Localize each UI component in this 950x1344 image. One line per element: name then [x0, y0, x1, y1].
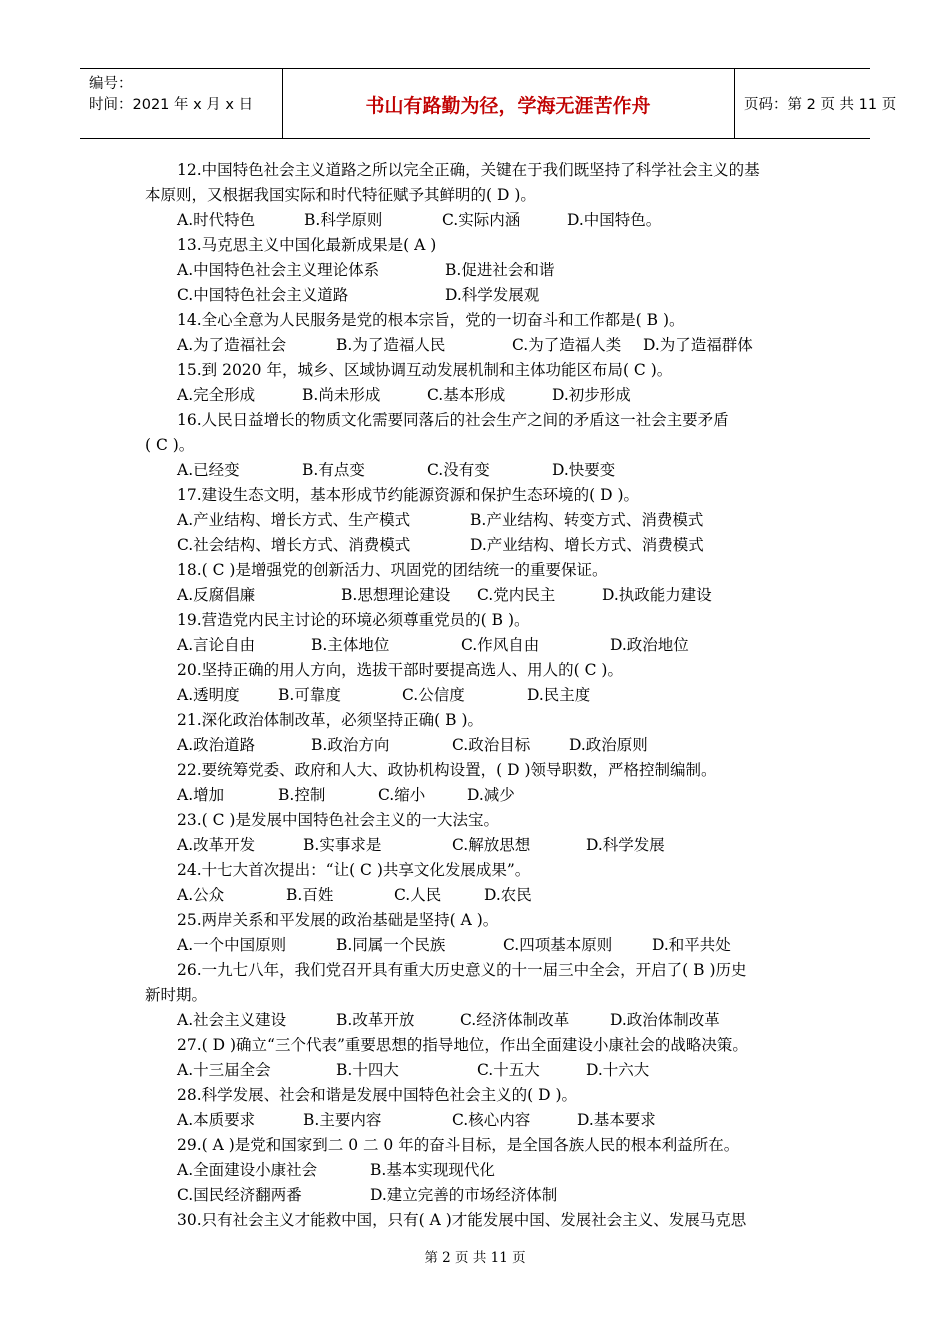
question-stem: 21.深化政治体制改革，必须坚持正确( B )。	[177, 711, 483, 729]
answer-option: D.减少	[467, 786, 515, 804]
answer-option: A.言论自由	[177, 636, 256, 654]
answer-option: B.实事求是	[303, 836, 382, 854]
question-stem: 23.( C )是发展中国特色社会主义的一大法宝。	[177, 811, 499, 829]
answer-option: D.和平共处	[652, 936, 731, 954]
answer-option: D.初步形成	[552, 386, 631, 404]
answer-option: D.政治原则	[569, 736, 648, 754]
question-stem: 28.科学发展、社会和谐是发展中国特色社会主义的( D )。	[177, 1086, 578, 1104]
answer-option: A.改革开发	[177, 836, 256, 854]
answer-option: A.为了造福社会	[177, 336, 287, 354]
question-stem: 16.人民日益增长的物质文化需要同落后的社会生产之间的矛盾这一社会主要矛盾	[177, 411, 729, 429]
answer-option: D.快要变	[552, 461, 616, 479]
answer-option: B.同属一个民族	[336, 936, 446, 954]
answer-option: D.科学发展观	[445, 286, 540, 304]
answer-option: B.科学原则	[304, 211, 383, 229]
answer-option: A.社会主义建设	[177, 1011, 287, 1029]
answer-option: B.控制	[278, 786, 326, 804]
answer-option: B.主要内容	[303, 1111, 382, 1129]
answer-option: C.社会结构、增长方式、消费模式	[177, 536, 411, 554]
question-stem: 22.要统筹党委、政府和人大、政协机构设置，( D )领导职数，严格控制编制。	[177, 761, 717, 779]
answer-option: B.基本实现现代化	[370, 1161, 495, 1179]
answer-option: A.本质要求	[177, 1111, 256, 1129]
question-stem: 27.( D )确立“三个代表”重要思想的指导地位，作出全面建设小康社会的战略决策。	[177, 1036, 748, 1054]
header-motto-cell	[282, 69, 735, 138]
answer-option: C.为了造福人类	[512, 336, 622, 354]
answer-option: B.为了造福人民	[336, 336, 446, 354]
answer-option: C.公信度	[402, 686, 465, 704]
answer-option: D.执政能力建设	[602, 586, 712, 604]
answer-option: A.透明度	[177, 686, 240, 704]
question-stem: 24.十七大首次提出：“让( C )共享文化发展成果”。	[177, 861, 531, 879]
answer-option: C.党内民主	[477, 586, 556, 604]
answer-option: D.基本要求	[577, 1111, 656, 1129]
answer-option: D.建立完善的市场经济体制	[370, 1186, 558, 1204]
answer-option: B.可靠度	[278, 686, 341, 704]
header-motto: 书山有路勤为径，学海无涯苦作舟	[365, 95, 651, 117]
answer-option: C.基本形成	[427, 386, 506, 404]
answer-option: A.已经变	[177, 461, 240, 479]
question-stem: 19.营造党内民主讨论的环境必须尊重党员的( B )。	[177, 611, 530, 629]
question-stem: 25.两岸关系和平发展的政治基础是坚持( A )。	[177, 911, 499, 929]
answer-option: D.政治地位	[610, 636, 689, 654]
question-stem-continued: ( C )。	[145, 436, 195, 454]
answer-option: C.十五大	[477, 1061, 540, 1079]
question-stem-continued: 新时期。	[145, 986, 208, 1004]
answer-option: D.科学发展	[586, 836, 665, 854]
page-header	[80, 68, 897, 139]
answer-option: B.十四大	[336, 1061, 399, 1079]
answer-option: A.一个中国原则	[177, 936, 287, 954]
answer-option: C.四项基本原则	[503, 936, 613, 954]
answer-option: B.产业结构、转变方式、消费模式	[470, 511, 704, 529]
answer-option: A.公众	[177, 886, 225, 904]
answer-option: C.经济体制改革	[460, 1011, 570, 1029]
answer-option: D.为了造福群体	[643, 336, 753, 354]
question-stem: 30.只有社会主义才能救中国，只有( A )才能发展中国、发展社会主义、发展马克思	[177, 1211, 747, 1229]
answer-option: B.改革开放	[336, 1011, 415, 1029]
answer-option: D.政治体制改革	[610, 1011, 720, 1029]
answer-option: C.政治目标	[452, 736, 531, 754]
answer-option: B.有点变	[302, 461, 365, 479]
answer-option: A.时代特色	[177, 211, 256, 229]
answer-option: C.缩小	[378, 786, 426, 804]
answer-option: C.中国特色社会主义道路	[177, 286, 349, 304]
answer-option: B.思想理论建设	[341, 586, 451, 604]
page-footer: 第 2 页 共 11 页	[424, 1250, 526, 1266]
answer-option: B.主体地位	[311, 636, 390, 654]
answer-option: C.实际内涵	[442, 211, 521, 229]
answer-option: C.没有变	[427, 461, 490, 479]
answer-option: B.百姓	[286, 886, 334, 904]
answer-option: A.全面建设小康社会	[177, 1161, 318, 1179]
answer-option: A.完全形成	[177, 386, 256, 404]
question-stem: 14.全心全意为人民服务是党的根本宗旨，党的一切奋斗和工作都是( B )。	[177, 311, 685, 329]
answer-option: A.十三届全会	[177, 1061, 271, 1079]
answer-option: C.国民经济翻两番	[177, 1186, 302, 1204]
question-stem: 15.到 2020 年，城乡、区域协调互动发展机制和主体功能区布局( C )。	[177, 361, 673, 379]
question-stem: 12.中国特色社会主义道路之所以完全正确，关键在于我们既坚持了科学社会主义的基	[177, 161, 760, 179]
answer-option: A.增加	[177, 786, 225, 804]
answer-option: D.中国特色。	[567, 211, 662, 229]
answer-option: C.作风自由	[461, 636, 540, 654]
answer-option: C.核心内容	[452, 1111, 531, 1129]
answer-option: A.政治道路	[177, 736, 256, 754]
question-stem: 20.坚持正确的用人方向，选拔干部时要提高选人、用人的( C )。	[177, 661, 623, 679]
question-stem: 17.建设生态文明，基本形成节约能源资源和保护生态环境的( D )。	[177, 486, 640, 504]
answer-option: C.人民	[394, 886, 442, 904]
header-page-number: 页码：第 2 页 共 11 页	[744, 97, 897, 113]
answer-option: A.中国特色社会主义理论体系	[177, 261, 380, 279]
answer-option: B.促进社会和谐	[445, 261, 555, 279]
answer-option: A.产业结构、增长方式、生产模式	[177, 511, 411, 529]
answer-option: B.政治方向	[311, 736, 390, 754]
answer-option: D.民主度	[527, 686, 591, 704]
answer-option: D.产业结构、增长方式、消费模式	[470, 536, 704, 554]
answer-option: B.尚未形成	[302, 386, 381, 404]
question-stem: 13.马克思主义中国化最新成果是( A )	[177, 236, 437, 254]
question-stem: 18.( C )是增强党的创新活力、巩固党的团结统一的重要保证。	[177, 561, 608, 579]
header-page-cell	[735, 69, 897, 138]
answer-option: A.反腐倡廉	[177, 586, 256, 604]
question-stem: 26.一九七八年，我们党召开具有重大历史意义的十一届三中全会，开启了( B )历史	[177, 961, 747, 979]
document-date-label: 时间：2021 年 x 月 x 日	[89, 97, 254, 113]
answer-option: C.解放思想	[452, 836, 531, 854]
answer-option: D.农民	[484, 886, 532, 904]
document-number-label: 编号：	[89, 76, 133, 92]
header-meta-cell	[80, 69, 283, 138]
question-stem-continued: 本原则，又根据我国实际和时代特征赋予其鲜明的( D )。	[145, 186, 536, 204]
question-stem: 29.( A )是党和国家到二 0 二 0 年的奋斗目标，是全国各族人民的根本利益所在。	[177, 1136, 740, 1154]
answer-option: D.十六大	[586, 1061, 650, 1079]
